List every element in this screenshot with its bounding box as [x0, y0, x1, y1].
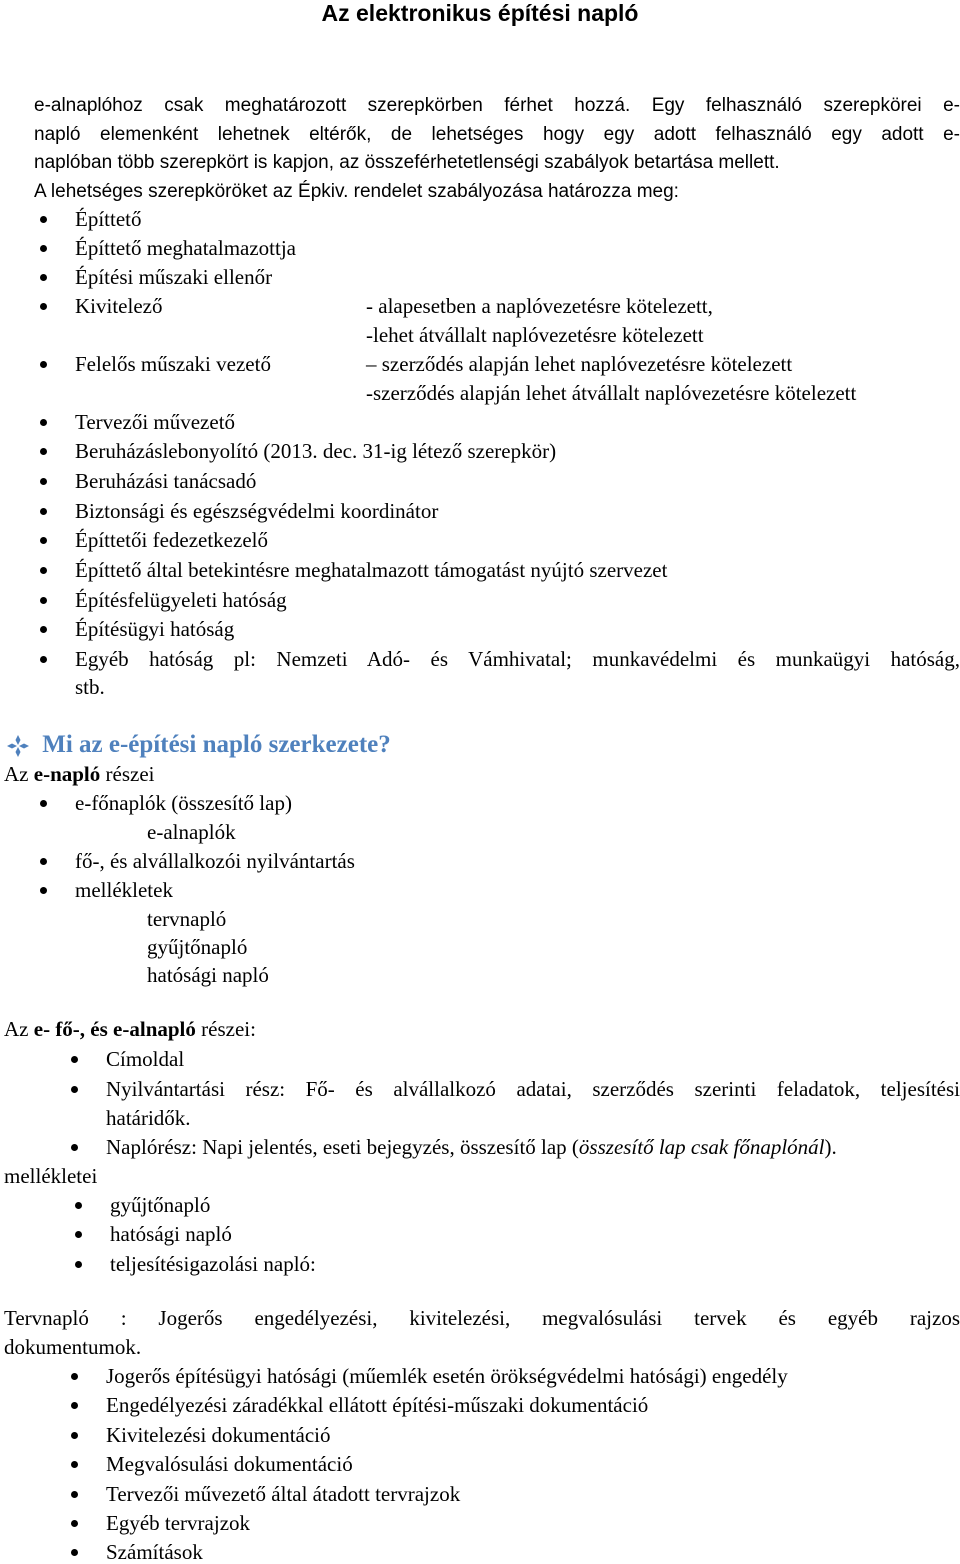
plan-item: Megvalósulási dokumentáció: [106, 1452, 353, 1476]
section-heading: [6, 732, 391, 758]
bullet-icon: [71, 1491, 78, 1498]
parts-subitem: hatósági napló: [147, 963, 269, 987]
plan-log-description: Tervnapló : Jogerős engedélyezési, kivitelezési, megvalósulási tervek és egyéb rajzos: [4, 1306, 960, 1330]
bullet-icon: [71, 1402, 78, 1409]
plan-item: Számítások: [106, 1540, 203, 1564]
page-title: Az elektronikus építési napló: [321, 0, 639, 26]
parts-subitem: e-alnaplók: [147, 820, 236, 844]
parts-item: mellékletek: [75, 878, 173, 902]
attachment-item: gyűjtőnapló: [110, 1193, 211, 1217]
plan-item: Tervezői művezető által átadott tervrajzok: [106, 1482, 461, 1506]
role-item: Beruházáslebonyolító (2013. dec. 31-ig létező szerepkör): [75, 439, 557, 463]
subparts-item-continuation: határidők.: [106, 1106, 191, 1130]
bullet-icon: [71, 1144, 78, 1151]
role-note: – szerződés alapján lehet naplóvezetésre kötelezett: [366, 352, 793, 376]
bullet-icon: [75, 1261, 82, 1268]
bullet-icon: [71, 1520, 78, 1527]
diamond-bullet-icon: [6, 734, 30, 758]
role-item: Egyéb hatóság pl: Nemzeti Adó- és Vámhivatal; munkavédelmi és munkaügyi hatóság,: [75, 647, 960, 671]
bullet-icon: [71, 1086, 78, 1093]
bullet-icon: [40, 567, 47, 574]
role-item: Építtető meghatalmazottja: [75, 236, 297, 260]
role-note: -szerződés alapján lehet átvállalt naplóvezetésre kötelezett: [366, 381, 857, 405]
bullet-icon: [40, 537, 47, 544]
bullet-icon: [40, 274, 47, 281]
bullet-icon: [71, 1549, 78, 1556]
section-heading-text: Mi az e-építési napló szerkezete?: [42, 731, 391, 758]
plan-item: Egyéb tervrajzok: [106, 1511, 251, 1535]
subparts-item: Nyilvántartási rész: Fő- és alvállalkozó adatai, szerződés szerinti feladatok, teljesítési: [106, 1077, 960, 1101]
bullet-icon: [71, 1461, 78, 1468]
parts-item: fő-, és alvállalkozói nyilvántartás: [75, 849, 355, 873]
bullet-icon: [40, 597, 47, 604]
bullet-icon: [40, 245, 47, 252]
role-note: - alapesetben a naplóvezetésre kötelezett,: [366, 294, 713, 318]
plan-log-description-continuation: dokumentumok.: [4, 1335, 142, 1359]
bullet-icon: [40, 478, 47, 485]
attachments-label: mellékletei: [4, 1164, 98, 1188]
role-note: -lehet átvállalt naplóvezetésre kötelezett: [366, 323, 704, 347]
bullet-icon: [75, 1202, 82, 1209]
attachment-item: hatósági napló: [110, 1222, 232, 1246]
bullet-icon: [40, 361, 47, 368]
plan-item: Jogerős építésügyi hatósági (műemlék esetén örökségvédelmi hatósági) engedély: [106, 1364, 788, 1388]
parts-intro: Az e-napló részei: [4, 762, 155, 786]
parts-subitem: tervnapló: [147, 907, 227, 931]
subparts-item: Naplórész: Napi jelentés, eseti bejegyzés, összesítő lap (összesítő lap csak főnaplónál).: [106, 1135, 837, 1159]
role-item: Építésfelügyeleti hatóság: [75, 588, 287, 612]
role-item-continuation: stb.: [75, 675, 105, 699]
intro-line-1: e-alnaplóhoz csak meghatározott szerepkörben férhet hozzá. Egy felhasználó szerepkörei e-: [34, 95, 960, 116]
intro-line-3: naplóban több szerepkört is kapjon, az összeférhetetlenségi szabályok betartása mellett.: [34, 152, 780, 173]
subparts-item: Címoldal: [106, 1047, 185, 1071]
bullet-icon: [40, 303, 47, 310]
bullet-icon: [40, 448, 47, 455]
role-item: Építtetői fedezetkezelő: [75, 528, 268, 552]
role-item: Felelős műszaki vezető: [75, 352, 271, 376]
bullet-icon: [40, 216, 47, 223]
intro-line-4: A lehetséges szerepköröket az Épkiv. rendelet szabályozása határozza meg:: [34, 181, 679, 202]
bullet-icon: [71, 1432, 78, 1439]
bullet-icon: [75, 1231, 82, 1238]
bullet-icon: [40, 508, 47, 515]
bullet-icon: [40, 656, 47, 663]
role-item: Beruházási tanácsadó: [75, 469, 257, 493]
role-item: Tervezői művezető: [75, 410, 236, 434]
bullet-icon: [40, 800, 47, 807]
parts-item: e-főnaplók (összesítő lap): [75, 791, 292, 815]
role-item: Kivitelező: [75, 294, 163, 318]
role-item: Építtető által betekintésre meghatalmazott támogatást nyújtó szervezet: [75, 558, 668, 582]
bullet-icon: [71, 1056, 78, 1063]
intro-line-2: napló elemenként lehetnek eltérők, de lehetséges hogy egy adott felhasználó egy adott e-: [34, 124, 960, 145]
bullet-icon: [40, 626, 47, 633]
parts-subitem: gyűjtőnapló: [147, 935, 248, 959]
attachment-item: teljesítésigazolási napló:: [110, 1252, 316, 1276]
role-item: Építésügyi hatóság: [75, 617, 235, 641]
bullet-icon: [40, 419, 47, 426]
bullet-icon: [71, 1373, 78, 1380]
bullet-icon: [40, 858, 47, 865]
subparts-intro: Az e- fő-, és e-alnapló részei:: [4, 1017, 256, 1041]
bullet-icon: [40, 887, 47, 894]
role-item: Építési műszaki ellenőr: [75, 265, 273, 289]
role-item: Biztonsági és egészségvédelmi koordinátor: [75, 499, 439, 523]
plan-item: Engedélyezési záradékkal ellátott építési-műszaki dokumentáció: [106, 1393, 649, 1417]
plan-item: Kivitelezési dokumentáció: [106, 1423, 331, 1447]
role-item: Építtető: [75, 207, 142, 231]
